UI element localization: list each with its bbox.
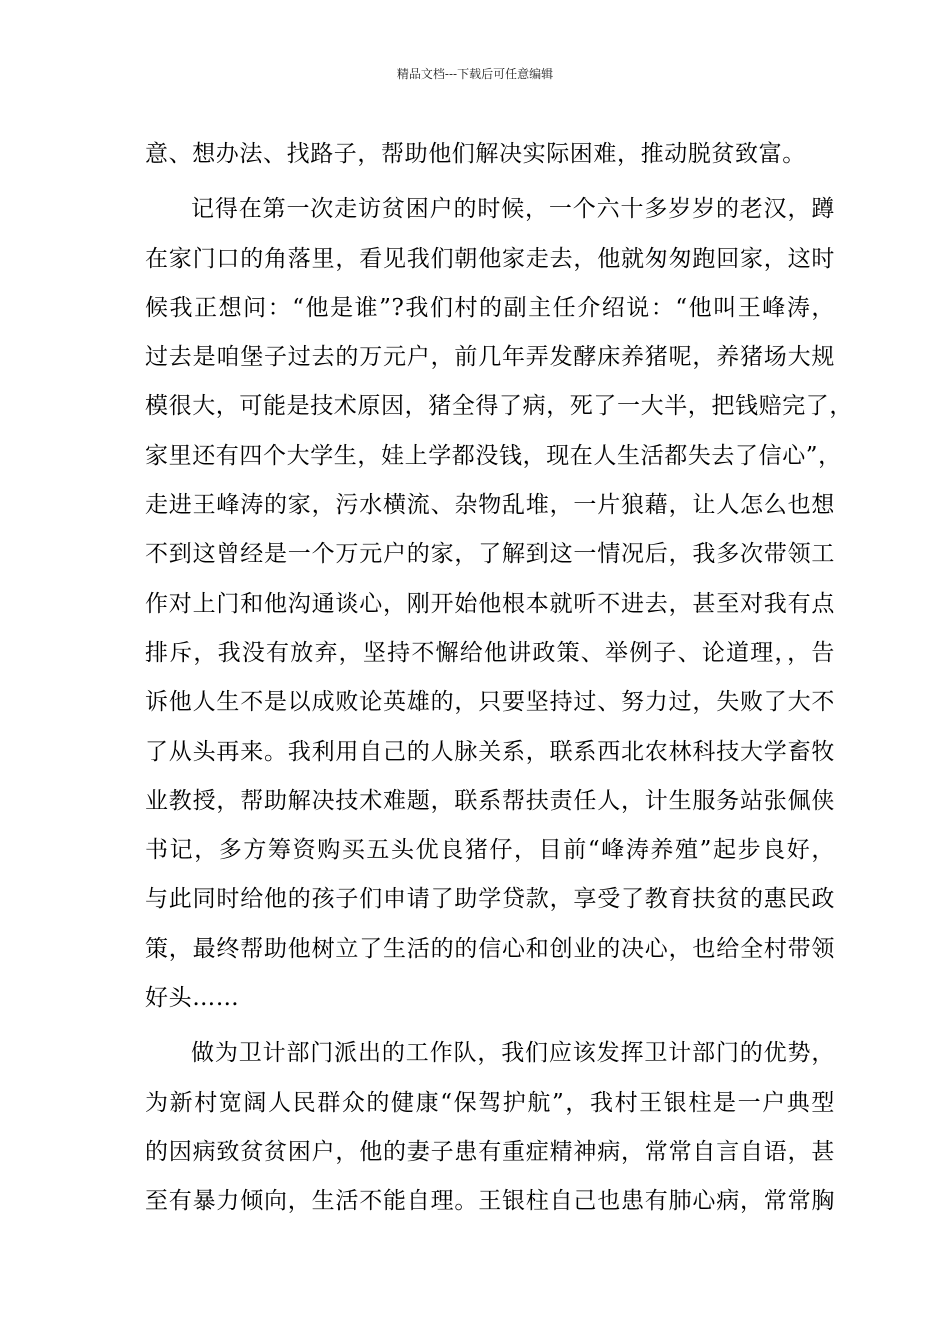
document-body <box>145 130 853 1227</box>
text-line: 过去是咱堡子过去的万元户，前几年弄发酵床养猪呢，养猪场大规 <box>145 344 835 371</box>
text-line: 走进王峰涛的家，污水横流、杂物乱堆，一片狼藉，让人怎么也想 <box>145 492 835 519</box>
text-line: 业教授，帮助解决技术难题，联系帮扶责任人，计生服务站张佩侠 <box>145 787 835 814</box>
text-line: 书记，多方筹资购买五头优良猪仔，目前“峰涛养殖”起步良好， <box>145 837 835 864</box>
text-line: 记得在第一次走访贫困户的时候，一个六十多岁岁的老汉，蹲 <box>191 196 835 223</box>
text-line: 模很大，可能是技术原因，猪全得了病，死了一大半，把钱赔完了， <box>145 393 853 420</box>
text-line: 作对上门和他沟通谈心，刚开始他根本就听不进去，甚至对我有点 <box>145 590 835 617</box>
text-line: 好头…… <box>145 985 240 1012</box>
text-line: 了从头再来。我利用自己的人脉关系，联系西北农林科技大学畜牧 <box>145 738 835 765</box>
page-header: 精品文档---下载后可任意编辑 <box>396 67 554 81</box>
text-line: 的因病致贫贫困户，他的妻子患有重症精神病，常常自言自语，甚 <box>145 1138 835 1165</box>
text-line: 意、想办法、找路子，帮助他们解决实际困难，推动脱贫致富。 <box>145 141 806 167</box>
text-line: 排斥，我没有放弃，坚持不懈给他讲政策、举例子、论道理，，告 <box>145 639 835 666</box>
text-line: 不到这曾经是一个万元户的家，了解到这一情况后，我多次带领工 <box>145 541 835 568</box>
text-line: 策，最终帮助他树立了生活的的信心和创业的决心，也给全村带领 <box>145 935 835 962</box>
text-line: 候我正想问：“他是谁”?我们村的副主任介绍说：“他叫王峰涛， <box>145 294 835 321</box>
text-line: 为新村宽阔人民群众的健康“保驾护航”，我村王银柱是一户典型 <box>145 1089 835 1116</box>
text-line: 与此同时给他的孩子们申请了助学贷款，享受了教育扶贫的惠民政 <box>145 886 835 913</box>
text-line: 至有暴力倾向，生活不能自理。王银柱自己也患有肺心病，常常胸 <box>145 1188 835 1215</box>
text-line: 家里还有四个大学生，娃上学都没钱，现在人生活都失去了信心”， <box>145 442 842 469</box>
text-line: 在家门口的角落里，看见我们朝他家走去，他就匆匆跑回家，这时 <box>145 245 835 272</box>
text-line: 做为卫计部门派出的工作队，我们应该发挥卫计部门的优势， <box>191 1040 835 1067</box>
text-line: 诉他人生不是以成败论英雄的，只要坚持过、努力过，失败了大不 <box>145 689 835 716</box>
